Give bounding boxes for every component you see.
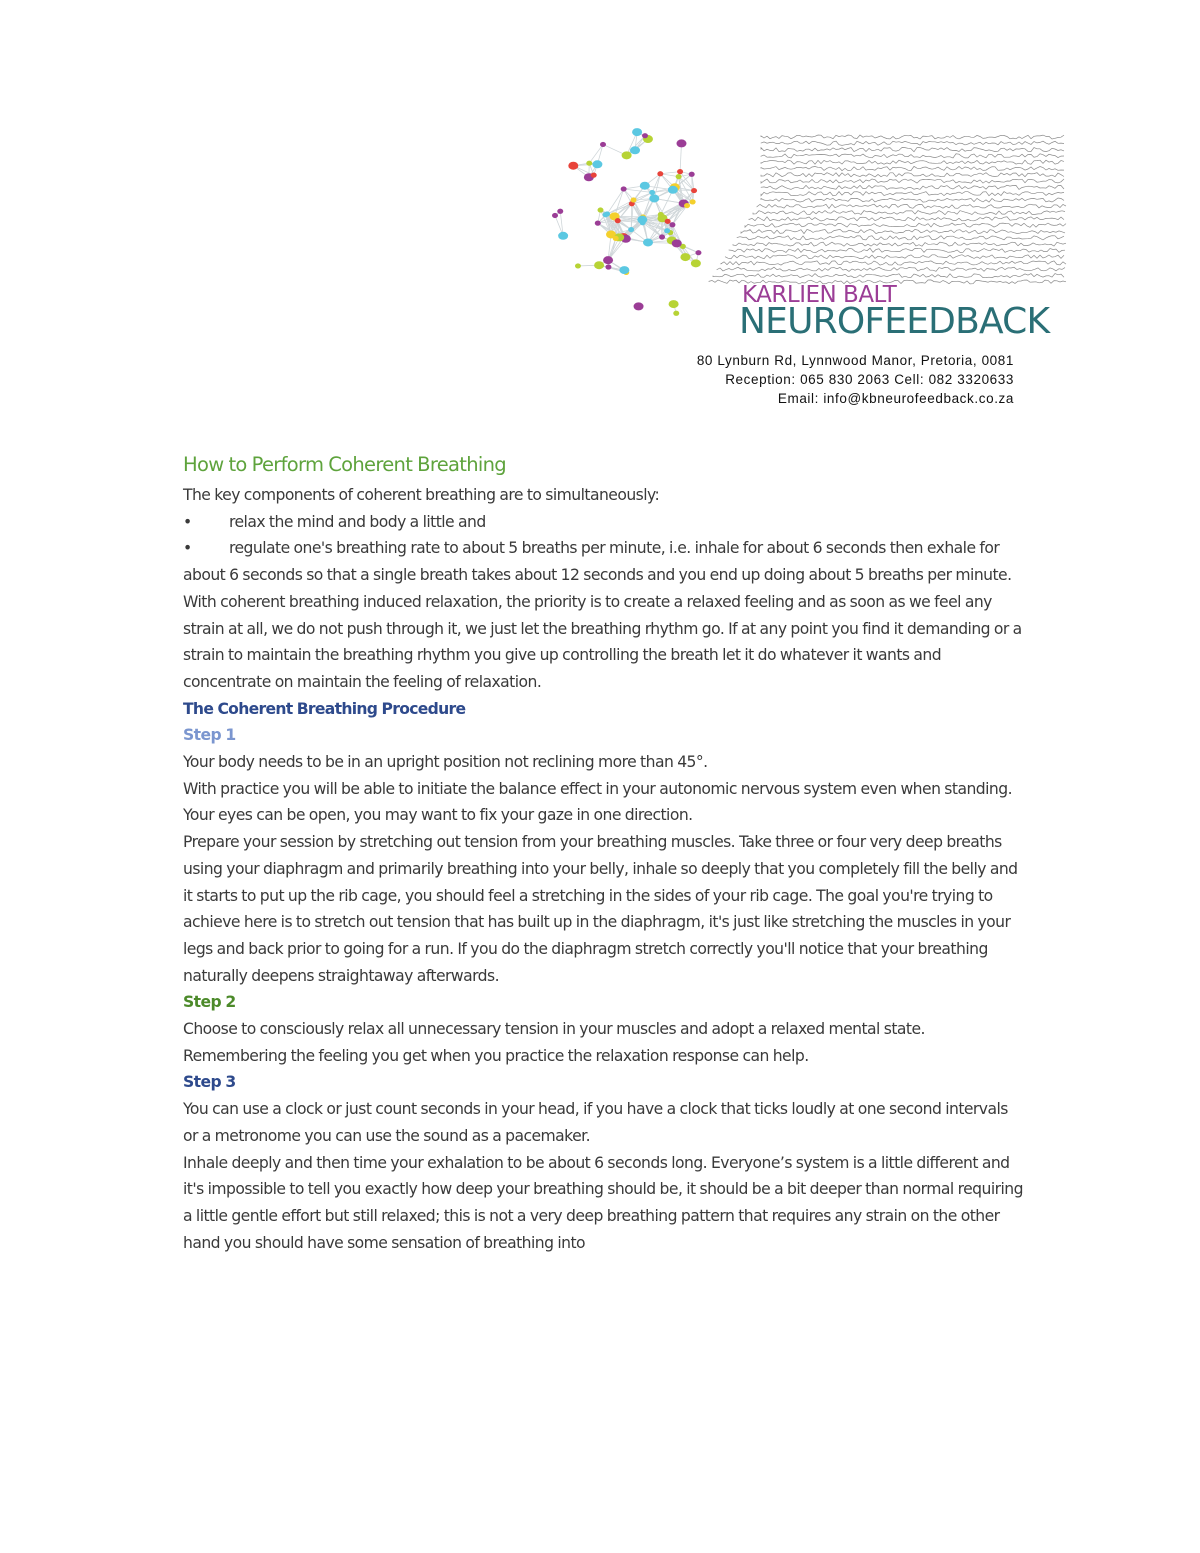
eeg-wave-line xyxy=(761,154,1064,158)
network-node xyxy=(621,186,627,191)
address-line: 80 Lynburn Rd, Lynnwood Manor, Pretoria, 0081 xyxy=(696,353,1014,368)
step2-heading: Step 2 xyxy=(183,993,236,1012)
relaxation-paragraph: With coherent breathing induced relaxation, the priority is to create a relaxed feeling and as soon as we feel any strain at all, we do not push through it, we just let the breathing rhythm go. If at any point you find it demanding or a strain to maintain the breathing rhythm you give up controlling the breath let it do whatever it wants and concentrate on maintain the feeling of relaxation. xyxy=(183,592,1022,691)
document-body xyxy=(183,450,1023,1256)
network-node xyxy=(552,213,558,218)
logo-name-text: KARLIEN BALT xyxy=(742,282,897,308)
network-node xyxy=(691,259,701,267)
email-line: Email: info@kbneurofeedback.co.za xyxy=(777,391,1014,406)
eeg-wave-line xyxy=(761,141,1064,145)
network-node xyxy=(603,256,613,264)
network-node xyxy=(668,186,678,194)
step1-paragraph: Prepare your session by stretching out tension from your breathing muscles. Take three or four very deep breaths using your diaphragm and primarily breathing into your belly, inhale so deeply that you completely fill the belly and it starts to put up the rib cage, you should feel a stretching in the sides of your rib cage. The goal you're trying to achieve here is to stretch out tension that has built up in the diaphragm, it's just like stretching the muscles in your legs and back prior to going for a run. If you do the diaphragm stretch correctly you'll notice that your breathing naturally deepens straightaway afterwards. xyxy=(183,833,1018,985)
network-node xyxy=(575,263,581,268)
eeg-wave-line xyxy=(741,229,1065,233)
eeg-wave-line xyxy=(761,185,1064,189)
eeg-wave-line xyxy=(761,173,1064,177)
network-node xyxy=(657,171,663,176)
network-node xyxy=(634,302,644,310)
bullet-symbol: • xyxy=(183,512,192,531)
step1-paragraph: Your eyes can be open, you may want to fix your gaze in one direction. xyxy=(183,806,693,825)
network-node xyxy=(558,232,568,240)
step3-paragraph: You can use a clock or just count seconds in your head, if you have a clock that ticks loudly at one second intervals or a metronome you can use the sound as a pacemaker. xyxy=(183,1100,1008,1145)
eeg-wave-line xyxy=(725,255,1064,259)
network-node xyxy=(630,146,640,154)
eeg-wave-line xyxy=(761,160,1064,164)
eeg-wave-line xyxy=(717,267,1065,271)
bullet-item xyxy=(183,535,1023,588)
network-node xyxy=(605,264,611,269)
step1-paragraph: Your body needs to be in an upright position not reclining more than 45°. xyxy=(183,753,708,772)
document-title: How to Perform Coherent Breathing xyxy=(183,453,506,476)
network-node xyxy=(649,194,659,202)
network-node xyxy=(592,160,602,168)
eeg-wave-line xyxy=(713,274,1064,278)
network-node xyxy=(632,128,642,136)
eeg-wave-line xyxy=(729,248,1065,252)
logo-brand-text: NEUROFEEDBACK xyxy=(739,301,1050,340)
network-node xyxy=(676,174,682,179)
network-link xyxy=(589,144,603,163)
contact-block xyxy=(697,351,1014,408)
network-node xyxy=(586,161,592,166)
network-node xyxy=(642,133,648,138)
network-node xyxy=(691,188,697,193)
network-node xyxy=(689,172,695,177)
eeg-wave-line xyxy=(721,261,1066,265)
network-node xyxy=(604,211,610,216)
network-node xyxy=(677,169,683,174)
intro-paragraph: The key components of coherent breathing are to simultaneously: xyxy=(183,486,660,504)
network-node xyxy=(676,139,686,147)
network-node xyxy=(628,227,634,232)
network-node xyxy=(637,216,647,224)
eeg-wave-line xyxy=(761,135,1064,139)
eeg-wave-line xyxy=(737,236,1064,240)
network-node xyxy=(557,209,563,214)
eeg-waves-graphic xyxy=(709,135,1066,284)
network-node xyxy=(658,212,664,217)
network-node xyxy=(597,207,603,212)
phone-line: Reception: 065 830 2063 Cell: 082 3320633 xyxy=(725,372,1014,387)
bullet-symbol: • xyxy=(183,539,192,558)
network-node xyxy=(619,266,629,274)
neurofeedback-logo xyxy=(536,125,1076,340)
step3-paragraph: Inhale deeply and then time your exhalation to be about 6 seconds long. Everyone’s system is a little different and it's impossible to tell you exactly how deep your breathing should be, it should be a bit deeper than normal requiring a little gentle effort but still relaxed; this is not a very deep breathing pattern that requires any strain on the other hand you should have some sensation of breathing into xyxy=(183,1153,1023,1252)
step1-paragraph: With practice you will be able to initiate the balance effect in your autonomic nervous system even when standing. xyxy=(183,779,1013,798)
network-node xyxy=(673,311,679,316)
network-node xyxy=(665,219,671,224)
network-node xyxy=(643,238,653,246)
eeg-wave-line xyxy=(761,179,1064,183)
network-node xyxy=(600,142,606,147)
eeg-wave-line xyxy=(753,211,1065,215)
network-node xyxy=(672,239,682,247)
eeg-wave-line xyxy=(761,166,1064,170)
network-node xyxy=(664,228,670,233)
bullet-text: regulate one's breathing rate to about 5 breaths per minute, i.e. inhale for about 6 seconds then exhale for about 6 seconds so that a single breath takes about 12 seconds and you end up doing about 5 breaths per minute. xyxy=(183,539,1012,585)
eeg-wave-line xyxy=(761,192,1064,196)
bullet-text: relax the mind and body a little and xyxy=(229,512,486,531)
eeg-wave-line xyxy=(761,198,1064,202)
brain-network-graphic xyxy=(552,128,701,316)
network-node xyxy=(613,236,619,241)
network-node xyxy=(594,261,604,269)
network-link xyxy=(680,143,681,171)
network-node xyxy=(669,222,675,227)
network-node xyxy=(615,218,621,223)
network-node xyxy=(622,151,632,159)
network-node xyxy=(640,182,650,190)
network-node xyxy=(695,250,701,255)
step2-paragraph: Choose to consciously relax all unnecessary tension in your muscles and adopt a relaxed mental state. Remembering the feeling you get when you practice the relaxation response can help. xyxy=(183,1020,925,1065)
network-node xyxy=(631,197,637,202)
eeg-wave-line xyxy=(757,204,1066,208)
network-node xyxy=(669,300,679,308)
network-node xyxy=(684,203,690,208)
network-node xyxy=(649,190,655,195)
eeg-wave-line xyxy=(745,223,1066,227)
network-node xyxy=(568,162,578,170)
bullet-item xyxy=(183,509,1023,536)
procedure-heading: The Coherent Breathing Procedure xyxy=(183,699,466,718)
network-node xyxy=(690,199,696,204)
step1-heading: Step 1 xyxy=(183,726,236,745)
network-node xyxy=(595,221,601,226)
network-node xyxy=(680,253,690,261)
eeg-wave-line xyxy=(733,242,1066,246)
step3-heading: Step 3 xyxy=(183,1073,236,1092)
network-node xyxy=(659,234,665,239)
eeg-wave-line xyxy=(749,217,1064,221)
network-node xyxy=(591,173,597,178)
eeg-wave-line xyxy=(761,148,1064,152)
